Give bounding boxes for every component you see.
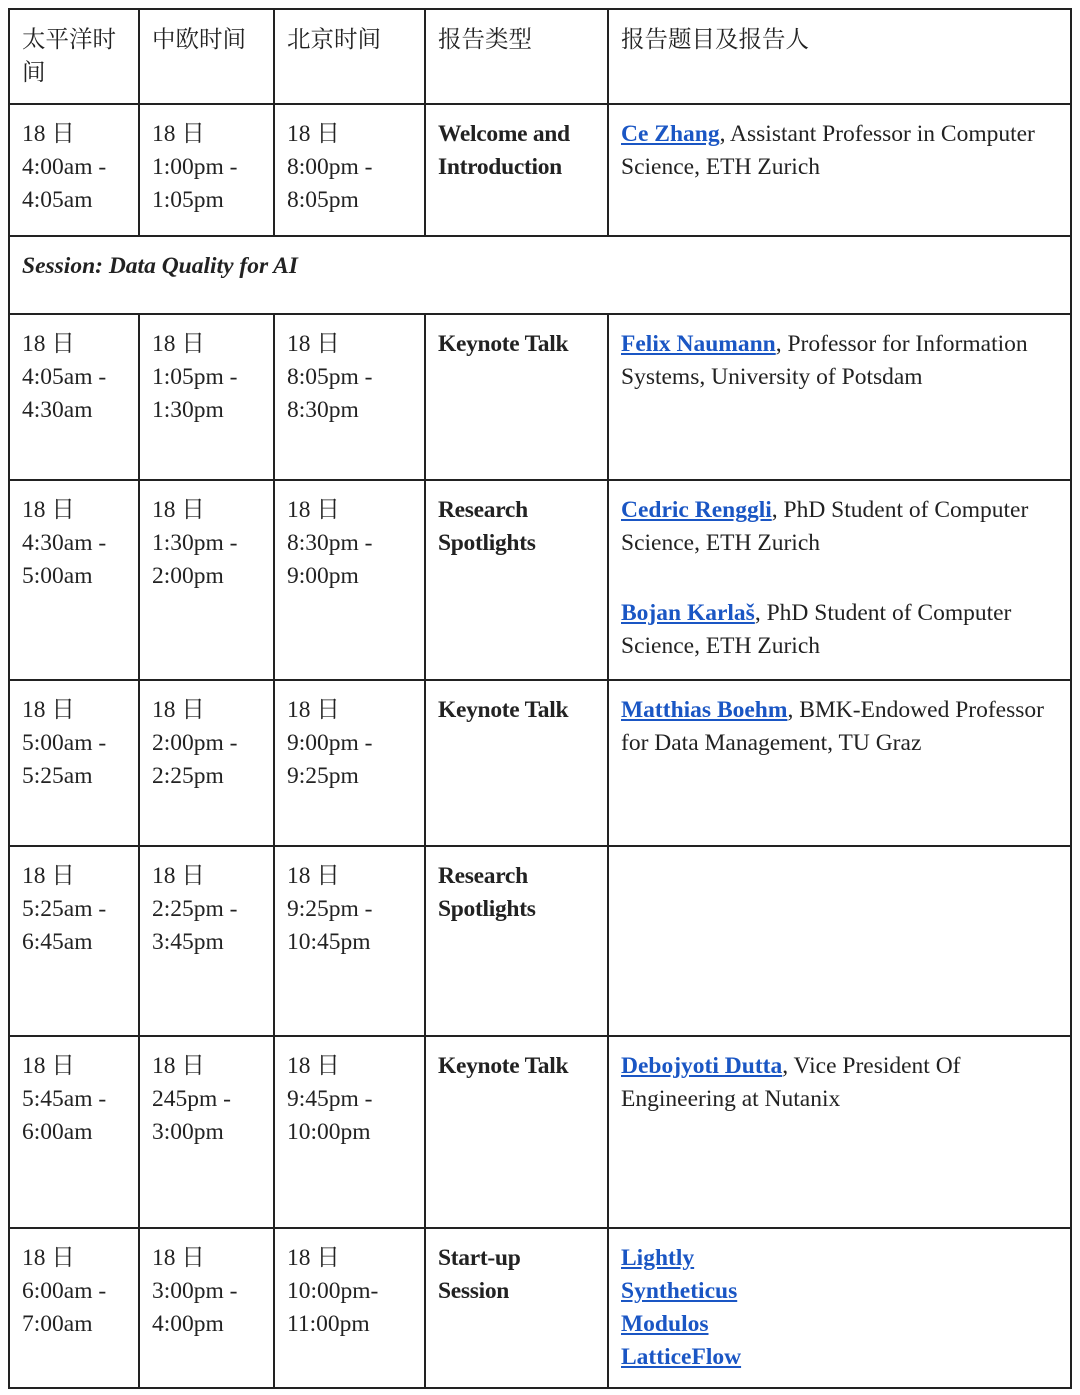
speaker-entry [621, 494, 1058, 560]
startup-link-modulos[interactable]: Modulos [621, 1311, 709, 1337]
table-row [9, 846, 1071, 1036]
speaker-link[interactable]: Debojyoti Dutta [621, 1053, 783, 1079]
speaker-cell [608, 480, 1071, 680]
type-cell: Research Spotlights [425, 846, 608, 1036]
speaker-link[interactable]: Bojan Karlaš [621, 600, 755, 626]
cet-cell: 18 日 2:00pm - 2:25pm [139, 680, 274, 846]
speaker-desc: , BMK-Endowed Professor for Data Management, TU Graz [621, 697, 1044, 756]
table-row [9, 104, 1071, 236]
speaker-cell [608, 846, 1071, 1036]
session-title: Session: Data Quality for AI [9, 236, 1071, 314]
speaker-desc: , Vice President Of Engineering at Nutanix [621, 1053, 961, 1112]
speaker-cell [608, 314, 1071, 480]
cet-cell: 18 日 245pm - 3:00pm [139, 1036, 274, 1228]
speaker-desc: , Professor for Information Systems, University of Potsdam [621, 331, 1028, 390]
beijing-cell: 18 日 8:00pm - 8:05pm [274, 104, 425, 236]
speaker-link[interactable]: Ce Zhang [621, 121, 720, 147]
type-cell: Welcome and Introduction [425, 104, 608, 236]
type-cell: Keynote Talk [425, 680, 608, 846]
speaker-link[interactable]: Cedric Renggli [621, 497, 772, 523]
beijing-cell: 18 日 8:30pm - 9:00pm [274, 480, 425, 680]
header-title-speaker: 报告题目及报告人 [608, 9, 1071, 104]
pst-cell: 18 日 6:00am - 7:00am [9, 1228, 139, 1388]
startup-link-syntheticus[interactable]: Syntheticus [621, 1278, 738, 1304]
speaker-desc: , PhD Student of Computer Science, ETH Zurich [621, 600, 1012, 659]
type-cell: Keynote Talk [425, 314, 608, 480]
header-pst: 太平洋时间 [9, 9, 139, 104]
startup-link-lightly[interactable]: Lightly [621, 1245, 695, 1271]
header-row [9, 9, 1071, 104]
cet-cell: 18 日 1:30pm - 2:00pm [139, 480, 274, 680]
startup-link-latticeflow[interactable]: LatticeFlow [621, 1344, 742, 1370]
header-type: 报告类型 [425, 9, 608, 104]
header-beijing: 北京时间 [274, 9, 425, 104]
type-cell: Research Spotlights [425, 480, 608, 680]
speaker-entry [621, 597, 1058, 663]
beijing-cell: 18 日 9:00pm - 9:25pm [274, 680, 425, 846]
pst-cell: 18 日 4:00am - 4:05am [9, 104, 139, 236]
table-row [9, 680, 1071, 846]
speaker-link[interactable]: Felix Naumann [621, 331, 776, 357]
type-cell: Keynote Talk [425, 1036, 608, 1228]
startup-links-cell [608, 1228, 1071, 1388]
cet-cell: 18 日 3:00pm - 4:00pm [139, 1228, 274, 1388]
table-row [9, 480, 1071, 680]
beijing-cell: 18 日 9:45pm - 10:00pm [274, 1036, 425, 1228]
pst-cell: 18 日 5:45am - 6:00am [9, 1036, 139, 1228]
speaker-desc: , Assistant Professor in Computer Science, ETH Zurich [621, 121, 1035, 180]
speaker-link[interactable]: Matthias Boehm [621, 697, 788, 723]
cet-cell: 18 日 1:00pm - 1:05pm [139, 104, 274, 236]
beijing-cell: 18 日 8:05pm - 8:30pm [274, 314, 425, 480]
session-row [9, 236, 1071, 314]
speaker-cell [608, 1036, 1071, 1228]
pst-cell: 18 日 5:00am - 5:25am [9, 680, 139, 846]
beijing-cell: 18 日 10:00pm- 11:00pm [274, 1228, 425, 1388]
pst-cell: 18 日 4:30am - 5:00am [9, 480, 139, 680]
speaker-cell [608, 104, 1071, 236]
header-cet: 中欧时间 [139, 9, 274, 104]
table-row [9, 314, 1071, 480]
cet-cell: 18 日 1:05pm - 1:30pm [139, 314, 274, 480]
pst-cell: 18 日 4:05am - 4:30am [9, 314, 139, 480]
pst-cell: 18 日 5:25am - 6:45am [9, 846, 139, 1036]
cet-cell: 18 日 2:25pm - 3:45pm [139, 846, 274, 1036]
table-row [9, 1228, 1071, 1388]
type-cell: Start-up Session [425, 1228, 608, 1388]
beijing-cell: 18 日 9:25pm - 10:45pm [274, 846, 425, 1036]
schedule-table [8, 8, 1072, 1389]
speaker-cell [608, 680, 1071, 846]
speaker-desc: , PhD Student of Computer Science, ETH Zurich [621, 497, 1029, 556]
table-row [9, 1036, 1071, 1228]
